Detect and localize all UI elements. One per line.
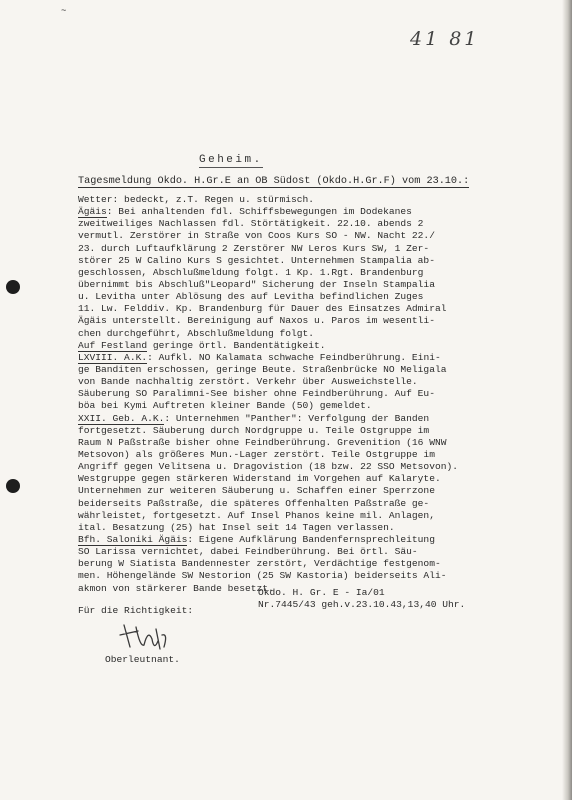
body-line-text: Säuberung SO Paralimni-See bisher ohne Feindberührung. Auf Eu- <box>78 388 435 400</box>
body-line-text: : Eigene Aufklärung Bandenfernsprechleitung <box>187 533 435 545</box>
body-line <box>78 243 548 255</box>
body-line-text: Ägäis unterstellt. Bereinigung auf Naxos u. Paros im wesentli- <box>78 315 435 327</box>
body-line <box>78 425 548 437</box>
body-line-text: : Bei anhaltenden fdl. Schiffsbewegungen im Dodekanes <box>106 206 412 218</box>
body-line <box>78 473 548 485</box>
body-line-text: übernimmt bis Abschluß"Leopard" Sicherung der Inseln Stampalia <box>78 278 435 290</box>
handwritten-signature <box>116 621 176 655</box>
report-title <box>78 176 469 187</box>
body-line-text: berung W Siatista Bandennester zerstört, Verdächtige festgenom- <box>78 558 441 570</box>
section-heading: Bfh. Saloniki Ägäis <box>78 533 188 545</box>
body-line-text: störer 25 W Calino Kurs S gesichtet. Unternehmen Stampalia ab- <box>78 254 435 266</box>
body-line-text: 11. Lw. Felddiv. Kp. Brandenburg für Dauer des Einsatzes Admiral <box>78 303 447 315</box>
body-line-text: : Unternehmen "Panther": Verfolgung der Banden <box>164 412 430 424</box>
body-line-text: akmon von stärkerer Bande besetzt. <box>78 582 274 594</box>
body-line <box>78 461 548 473</box>
body-line <box>78 485 548 497</box>
body-line <box>78 340 548 352</box>
body-line <box>78 413 548 425</box>
body-line <box>78 352 548 364</box>
body-line-text: ge Banditen erschossen, geringe Beute. Straßenbrücke NO Meligala <box>78 363 447 375</box>
body-line-text: zweitweiliges Nachlassen fdl. Störtätigkeit. 22.10. abends 2 <box>78 218 424 230</box>
sender-reference <box>258 587 465 611</box>
body-line <box>78 230 548 242</box>
body-line <box>78 315 548 327</box>
classification-heading <box>199 154 263 166</box>
body-line-text: Westgruppe gegen stärkeren Widerstand im Vorgehen auf Kalaryte. <box>78 473 441 485</box>
body-line-text: böa bei Kymi Auftreten kleiner Bande (50) gemeldet. <box>78 400 372 412</box>
body-line <box>78 400 548 412</box>
body-line <box>78 206 548 218</box>
body-line <box>78 376 548 388</box>
section-heading: Ägäis <box>78 206 107 218</box>
page-edge-shadow <box>562 0 572 800</box>
report-body <box>78 194 548 595</box>
sender-line-1: Okdo. H. Gr. E - Ia/01 <box>258 587 385 598</box>
body-line <box>78 534 548 546</box>
body-line-text: Wetter: bedeckt, z.T. Regen u. stürmisch. <box>78 194 315 205</box>
body-line <box>78 303 548 315</box>
body-line-text: Raum N Paßstraße bisher ohne Feindberührung. Grevenition (16 WNW <box>78 436 447 448</box>
body-line <box>78 558 548 570</box>
section-heading: Auf Festland <box>78 339 148 351</box>
body-line-text: SO Larissa vernichtet, dabei Feindberührung. Bei örtl. Säu- <box>78 546 418 558</box>
section-heading: LXVIII. A.K. <box>78 351 148 363</box>
punch-hole-bottom <box>6 479 20 493</box>
body-line-text: vermutl. Zerstörer in Straße von Coos Kurs SO - NW. Nacht 22./ <box>78 230 435 242</box>
body-line <box>78 449 548 461</box>
body-line <box>78 279 548 291</box>
report-title-text: Tagesmeldung Okdo. H.Gr.E an OB Südost (Okdo.H.Gr.F) vom 23.10.: <box>78 176 470 187</box>
body-line-text: fortgesetzt. Säuberung durch Nordgruppe u. Teile Ostgruppe im <box>78 424 430 436</box>
body-line <box>78 570 548 582</box>
body-line-text: Unternehmen zur weiteren Säuberung u. Schaffen einer Sperrzone <box>78 485 435 497</box>
sender-line-2: Nr.7445/43 geh.v.23.10.43,13,40 Uhr. <box>258 599 466 611</box>
body-line-text: ital. Besatzung (25) hat Insel seit 14 Tagen verlassen. <box>78 521 395 533</box>
body-line <box>78 546 548 558</box>
body-line <box>78 522 548 534</box>
body-line-text: beiderseits Paßstraße, die späteres Offenhalten Paßstraße ge- <box>78 497 430 509</box>
body-line <box>78 218 548 230</box>
handwritten-page-number: 41 81 <box>410 28 480 50</box>
punch-hole-top <box>6 280 20 294</box>
body-line <box>78 498 548 510</box>
certification-label: Für die Richtigkeit: <box>78 605 194 616</box>
body-line <box>78 388 548 400</box>
body-line-text: men. Höhengelände SW Nestorion (25 SW Kastoria) beiderseits Ali- <box>78 570 447 582</box>
body-line <box>78 437 548 449</box>
body-line <box>78 510 548 522</box>
body-line-text: u. Levitha unter Ablösung des auf Levitha befindlichen Zuges <box>78 291 424 303</box>
body-line <box>78 267 548 279</box>
body-line-text: währleistet, fortgesetzt. Auf Insel Phanos keine mil. Anlagen, <box>78 509 435 521</box>
body-line-text: 23. durch Luftaufklärung 2 Zerstörer NW Leros Kurs SW, 1 Zer- <box>78 242 430 254</box>
signatory-rank: Oberleutnant. <box>105 654 180 665</box>
body-line <box>78 194 548 206</box>
body-line <box>78 364 548 376</box>
body-line-text: chen durchgeführt, Abschlußmeldung folgt. <box>78 327 315 339</box>
body-line-text: : Aufkl. NO Kalamata schwache Feindberührung. Eini- <box>147 351 441 363</box>
body-line <box>78 255 548 267</box>
section-heading: XXII. Geb. A.K. <box>78 412 165 424</box>
corner-mark: ~ <box>61 6 67 16</box>
body-line-text: von Bande nachhaltig zerstört. Verkehr über Ausweichstelle. <box>78 376 418 388</box>
body-line <box>78 291 548 303</box>
body-line-text: Metsovon) als größeres Mun.-Lager zerstört. Teile Ostgruppe im <box>78 448 435 460</box>
body-line-text: geschlossen, Abschlußmeldung folgt. 1 Kp. 1.Rgt. Brandenburg <box>78 266 424 278</box>
classification-text: Geheim. <box>199 154 263 166</box>
body-line <box>78 328 548 340</box>
body-line-text: Angriff gegen Velitsena u. Dragovistion (18 bzw. 22 SSO Metsovon). <box>78 461 458 473</box>
body-line-text: geringe örtl. Bandentätigkeit. <box>147 339 326 351</box>
